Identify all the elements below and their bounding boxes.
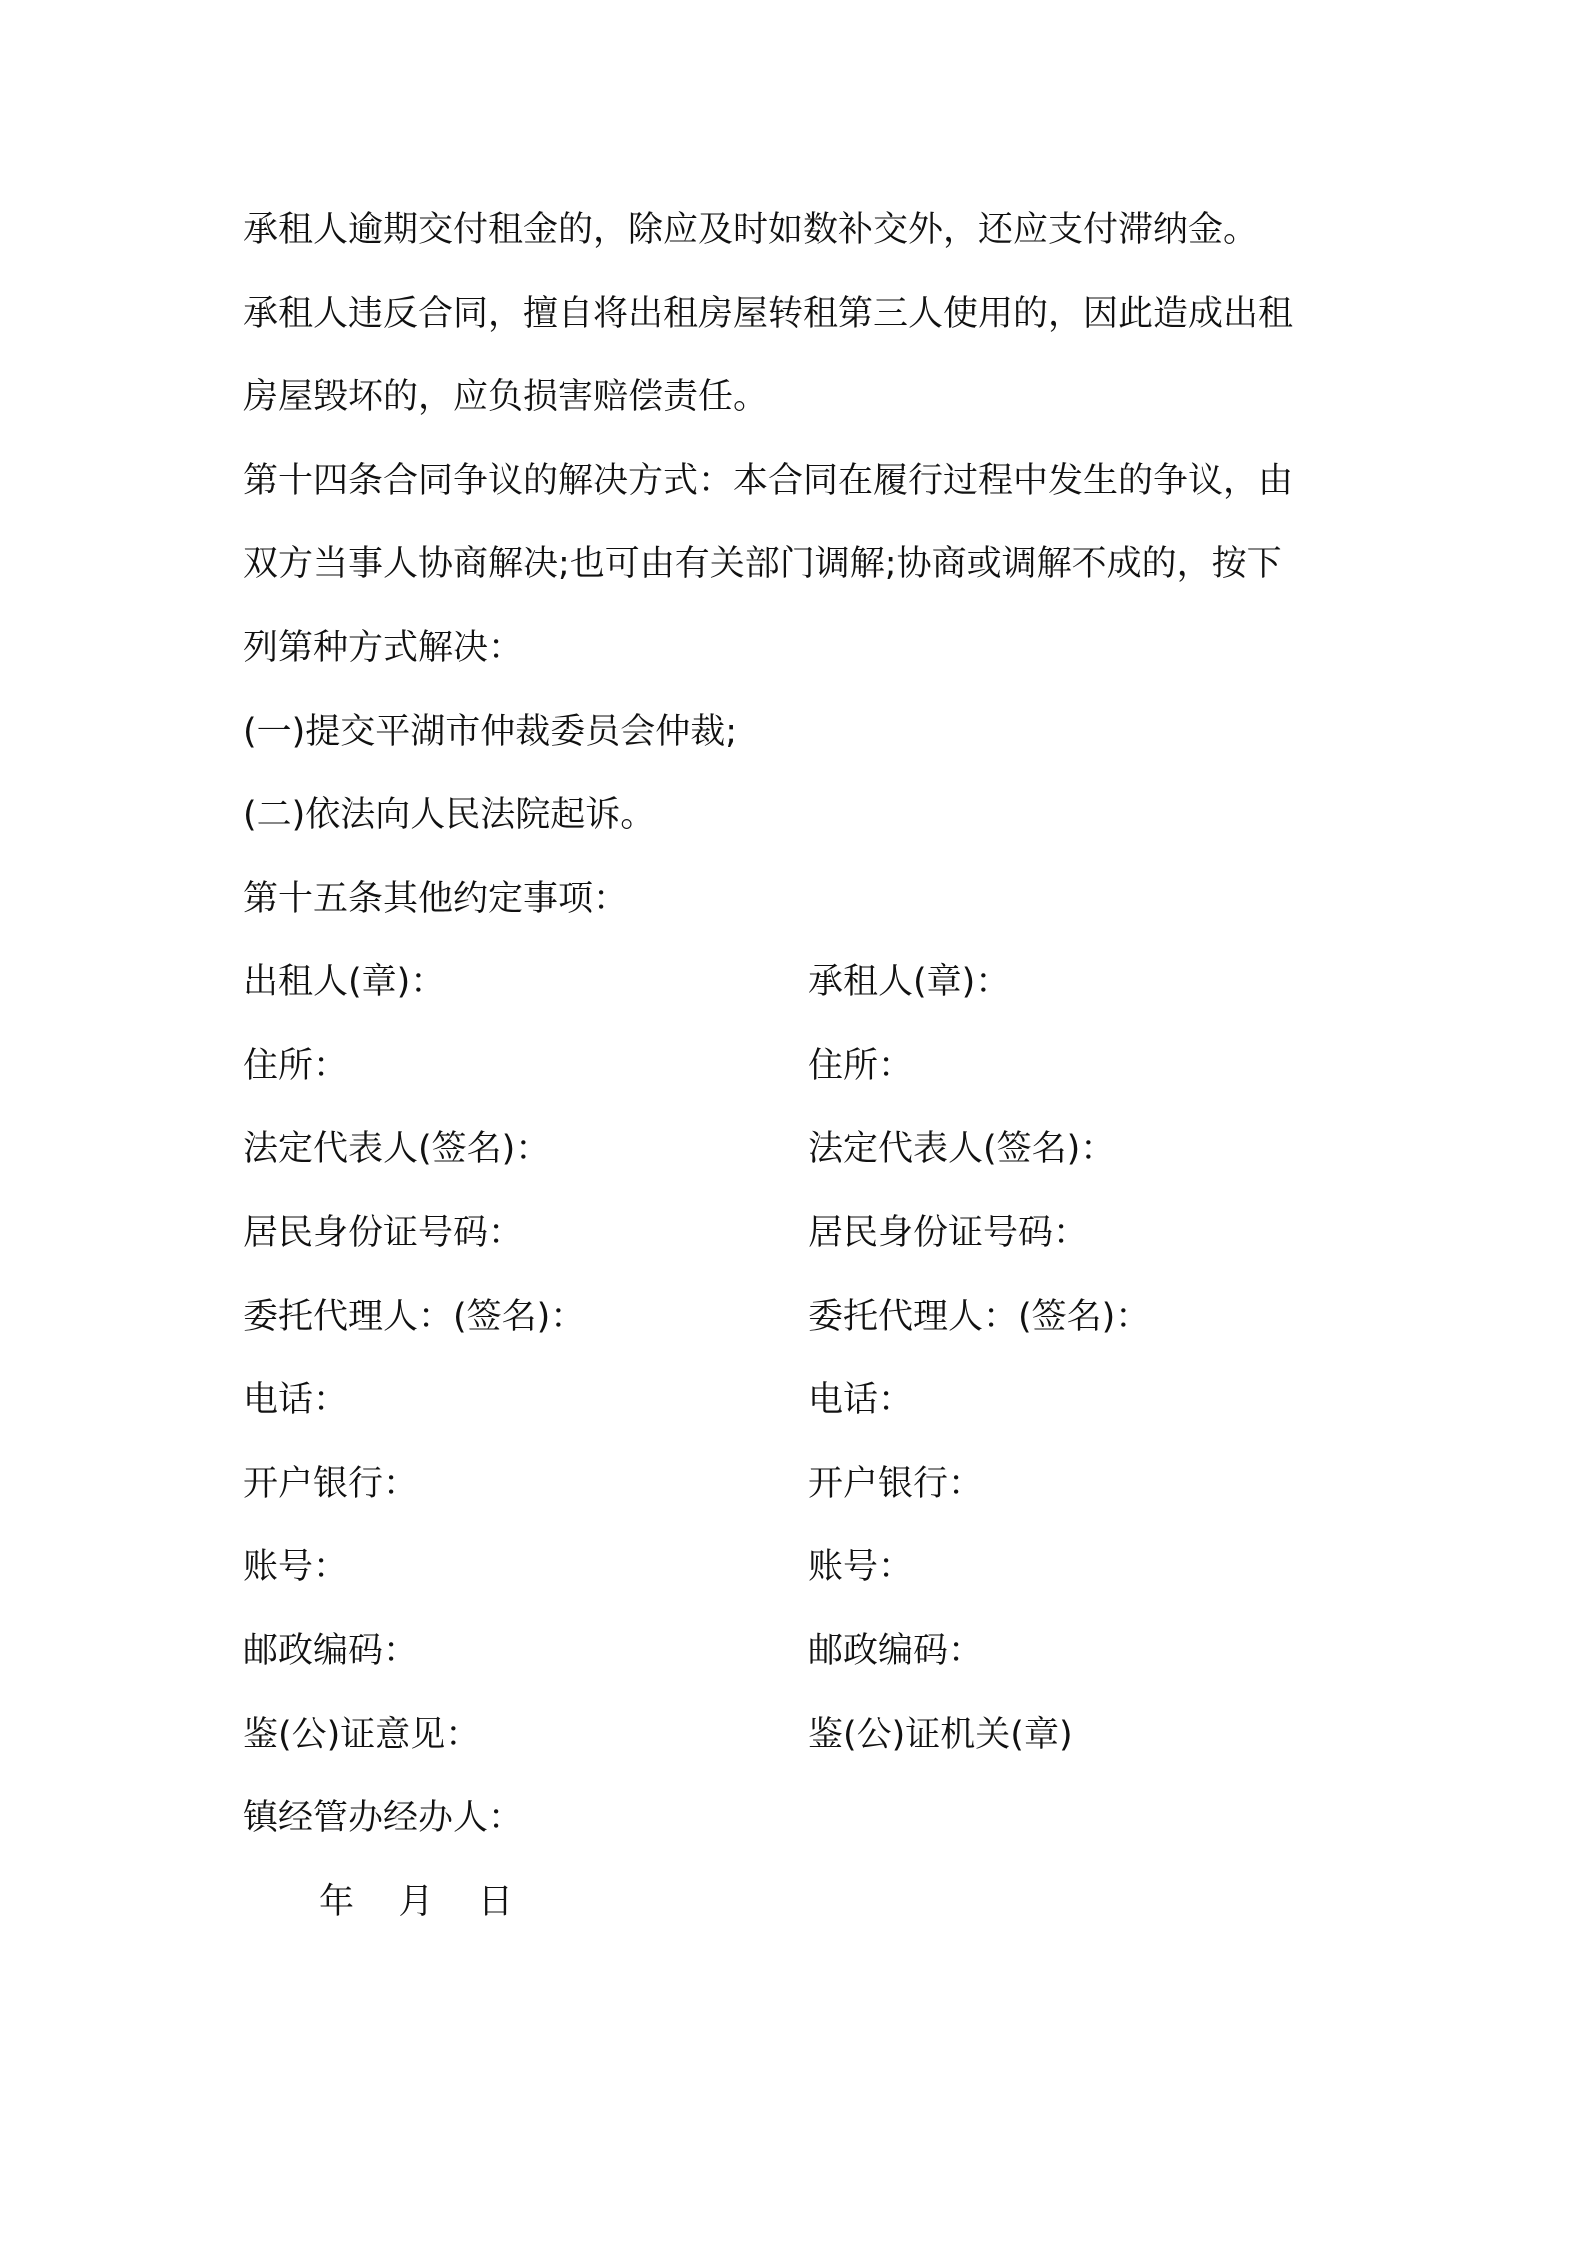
signature-right-phone: 电话： bbox=[808, 1380, 914, 1420]
paragraph-line-3: 房屋毁坏的，应负损害赔偿责任。 bbox=[243, 377, 769, 417]
handler-line: 镇经管办经办人： bbox=[243, 1798, 524, 1838]
signature-right-id-number: 居民身份证号码： bbox=[808, 1213, 1089, 1253]
signature-right-postcode: 邮政编码： bbox=[808, 1631, 984, 1671]
paragraph-line-9: 第十五条其他约定事项： bbox=[243, 879, 629, 919]
paragraph-line-8: (二)依法向人民法院起诉。 bbox=[243, 795, 656, 835]
signature-right-account: 账号： bbox=[808, 1547, 914, 1587]
paragraph-line-4: 第十四条合同争议的解决方式：本合同在履行过程中发生的争议，由 bbox=[243, 461, 1294, 501]
signature-right-address: 住所： bbox=[808, 1046, 914, 1086]
signature-right-legal-rep: 法定代表人(签名)： bbox=[808, 1129, 1116, 1169]
signature-left-postcode: 邮政编码： bbox=[243, 1631, 419, 1671]
signature-left-id-number: 居民身份证号码： bbox=[243, 1213, 524, 1253]
signature-left-notary-opinion: 鉴(公)证意见： bbox=[243, 1715, 481, 1755]
paragraph-line-2: 承租人违反合同，擅自将出租房屋转租第三人使用的，因此造成出租 bbox=[243, 294, 1294, 334]
signature-left-address: 住所： bbox=[243, 1046, 349, 1086]
signature-left-bank: 开户银行： bbox=[243, 1464, 419, 1504]
paragraph-line-1: 承租人逾期交付租金的，除应及时如数补交外，还应支付滞纳金。 bbox=[243, 210, 1259, 250]
signature-left-agent: 委托代理人：(签名)： bbox=[243, 1297, 586, 1337]
signature-left-legal-rep: 法定代表人(签名)： bbox=[243, 1129, 551, 1169]
signature-right-lessee: 承租人(章)： bbox=[808, 962, 1011, 1002]
paragraph-line-5: 双方当事人协商解决;也可由有关部门调解;协商或调解不成的，按下 bbox=[243, 544, 1282, 584]
signature-left-account: 账号： bbox=[243, 1547, 349, 1587]
date-line: 年 月 日 bbox=[319, 1882, 514, 1922]
signature-left-lessor: 出租人(章)： bbox=[243, 962, 446, 1002]
signature-right-bank: 开户银行： bbox=[808, 1464, 984, 1504]
signature-right-agent: 委托代理人：(签名)： bbox=[808, 1297, 1151, 1337]
paragraph-line-7: (一)提交平湖市仲裁委员会仲裁; bbox=[243, 712, 738, 752]
paragraph-line-6: 列第种方式解决： bbox=[243, 628, 524, 668]
signature-right-notary-office: 鉴(公)证机关(章) bbox=[808, 1715, 1073, 1755]
signature-left-phone: 电话： bbox=[243, 1380, 349, 1420]
